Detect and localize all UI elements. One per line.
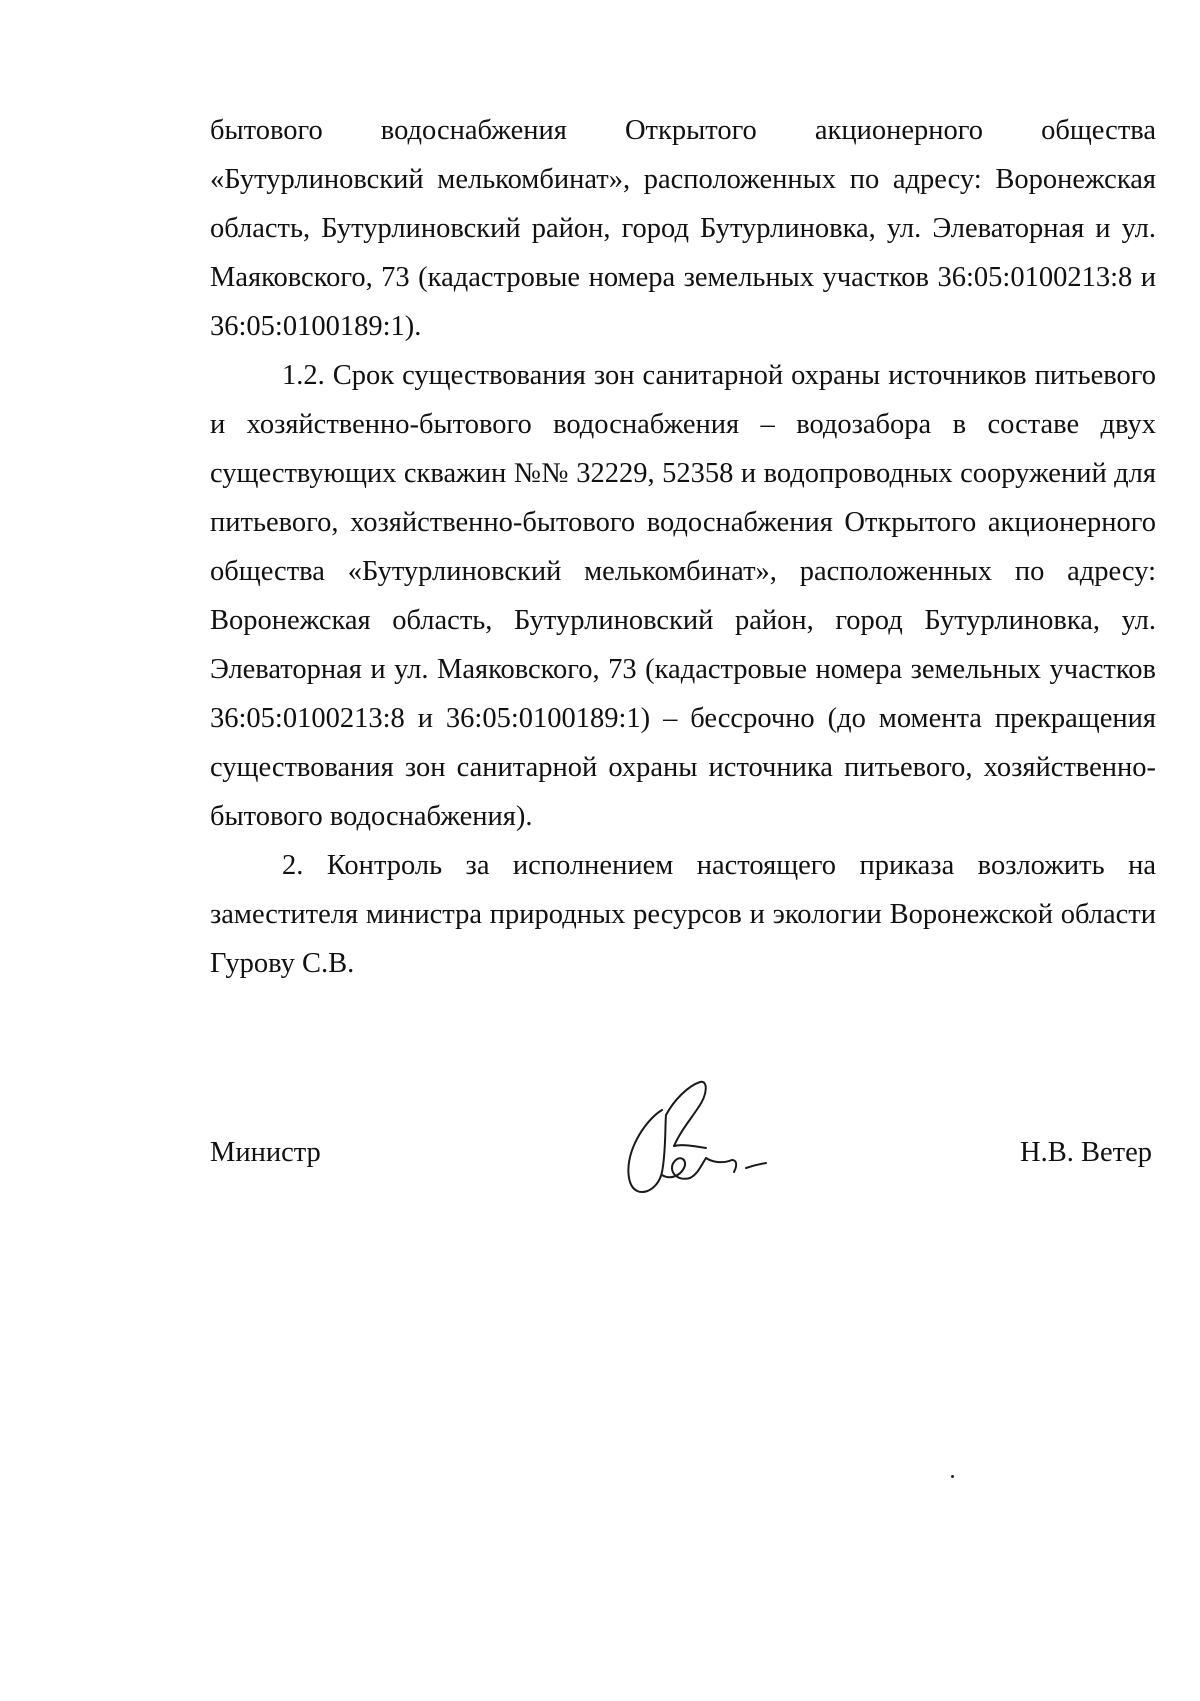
handwritten-signature <box>610 1080 790 1210</box>
paragraph-2: 2. Контроль за исполнением настоящего приказа возложить на заместителя министра природных ресурсов и экологии Воронежской области Гурову С.В. <box>210 850 1156 979</box>
paragraph-continuation: бытового водоснабжения Открытого акционерного общества «Бутурлиновский мелькомбинат», расположенных по адресу: Воронежская область, Бутурлиновский район, город Бутурлиновка, ул. Элеваторная и ул. Маяковского, 73 (кадастровые номера земельных участков 36:05:0100213:8 и 36:05:0100189:1). <box>210 115 1156 342</box>
scan-speck <box>951 1475 954 1478</box>
signatory-title: Министр <box>210 1137 321 1168</box>
document-body <box>210 106 1156 988</box>
signatory-name: Н.В. Ветер <box>1020 1137 1152 1168</box>
paragraph-1-2: 1.2. Срок существования зон санитарной охраны источников питьевого и хозяйственно-бытового водоснабжения – водозабора в составе двух существующих скважин №№ 32229, 52358 и водопроводных сооружений для питьевого, хозяйственно-бытового водоснабжения Открытого акционерного общества «Бутурлиновский мелькомбинат», расположенных по адресу: Воронежская область, Бутурлиновский район, город Бутурлиновка, ул. Элеваторная и ул. Маяковского, 73 (кадастровые номера земельных участков 36:05:0100213:8 и 36:05:0100189:1) – бессрочно (до момента прекращения существования зон санитарной охраны источника питьевого, хозяйственно-бытового водоснабжения). <box>210 360 1156 832</box>
